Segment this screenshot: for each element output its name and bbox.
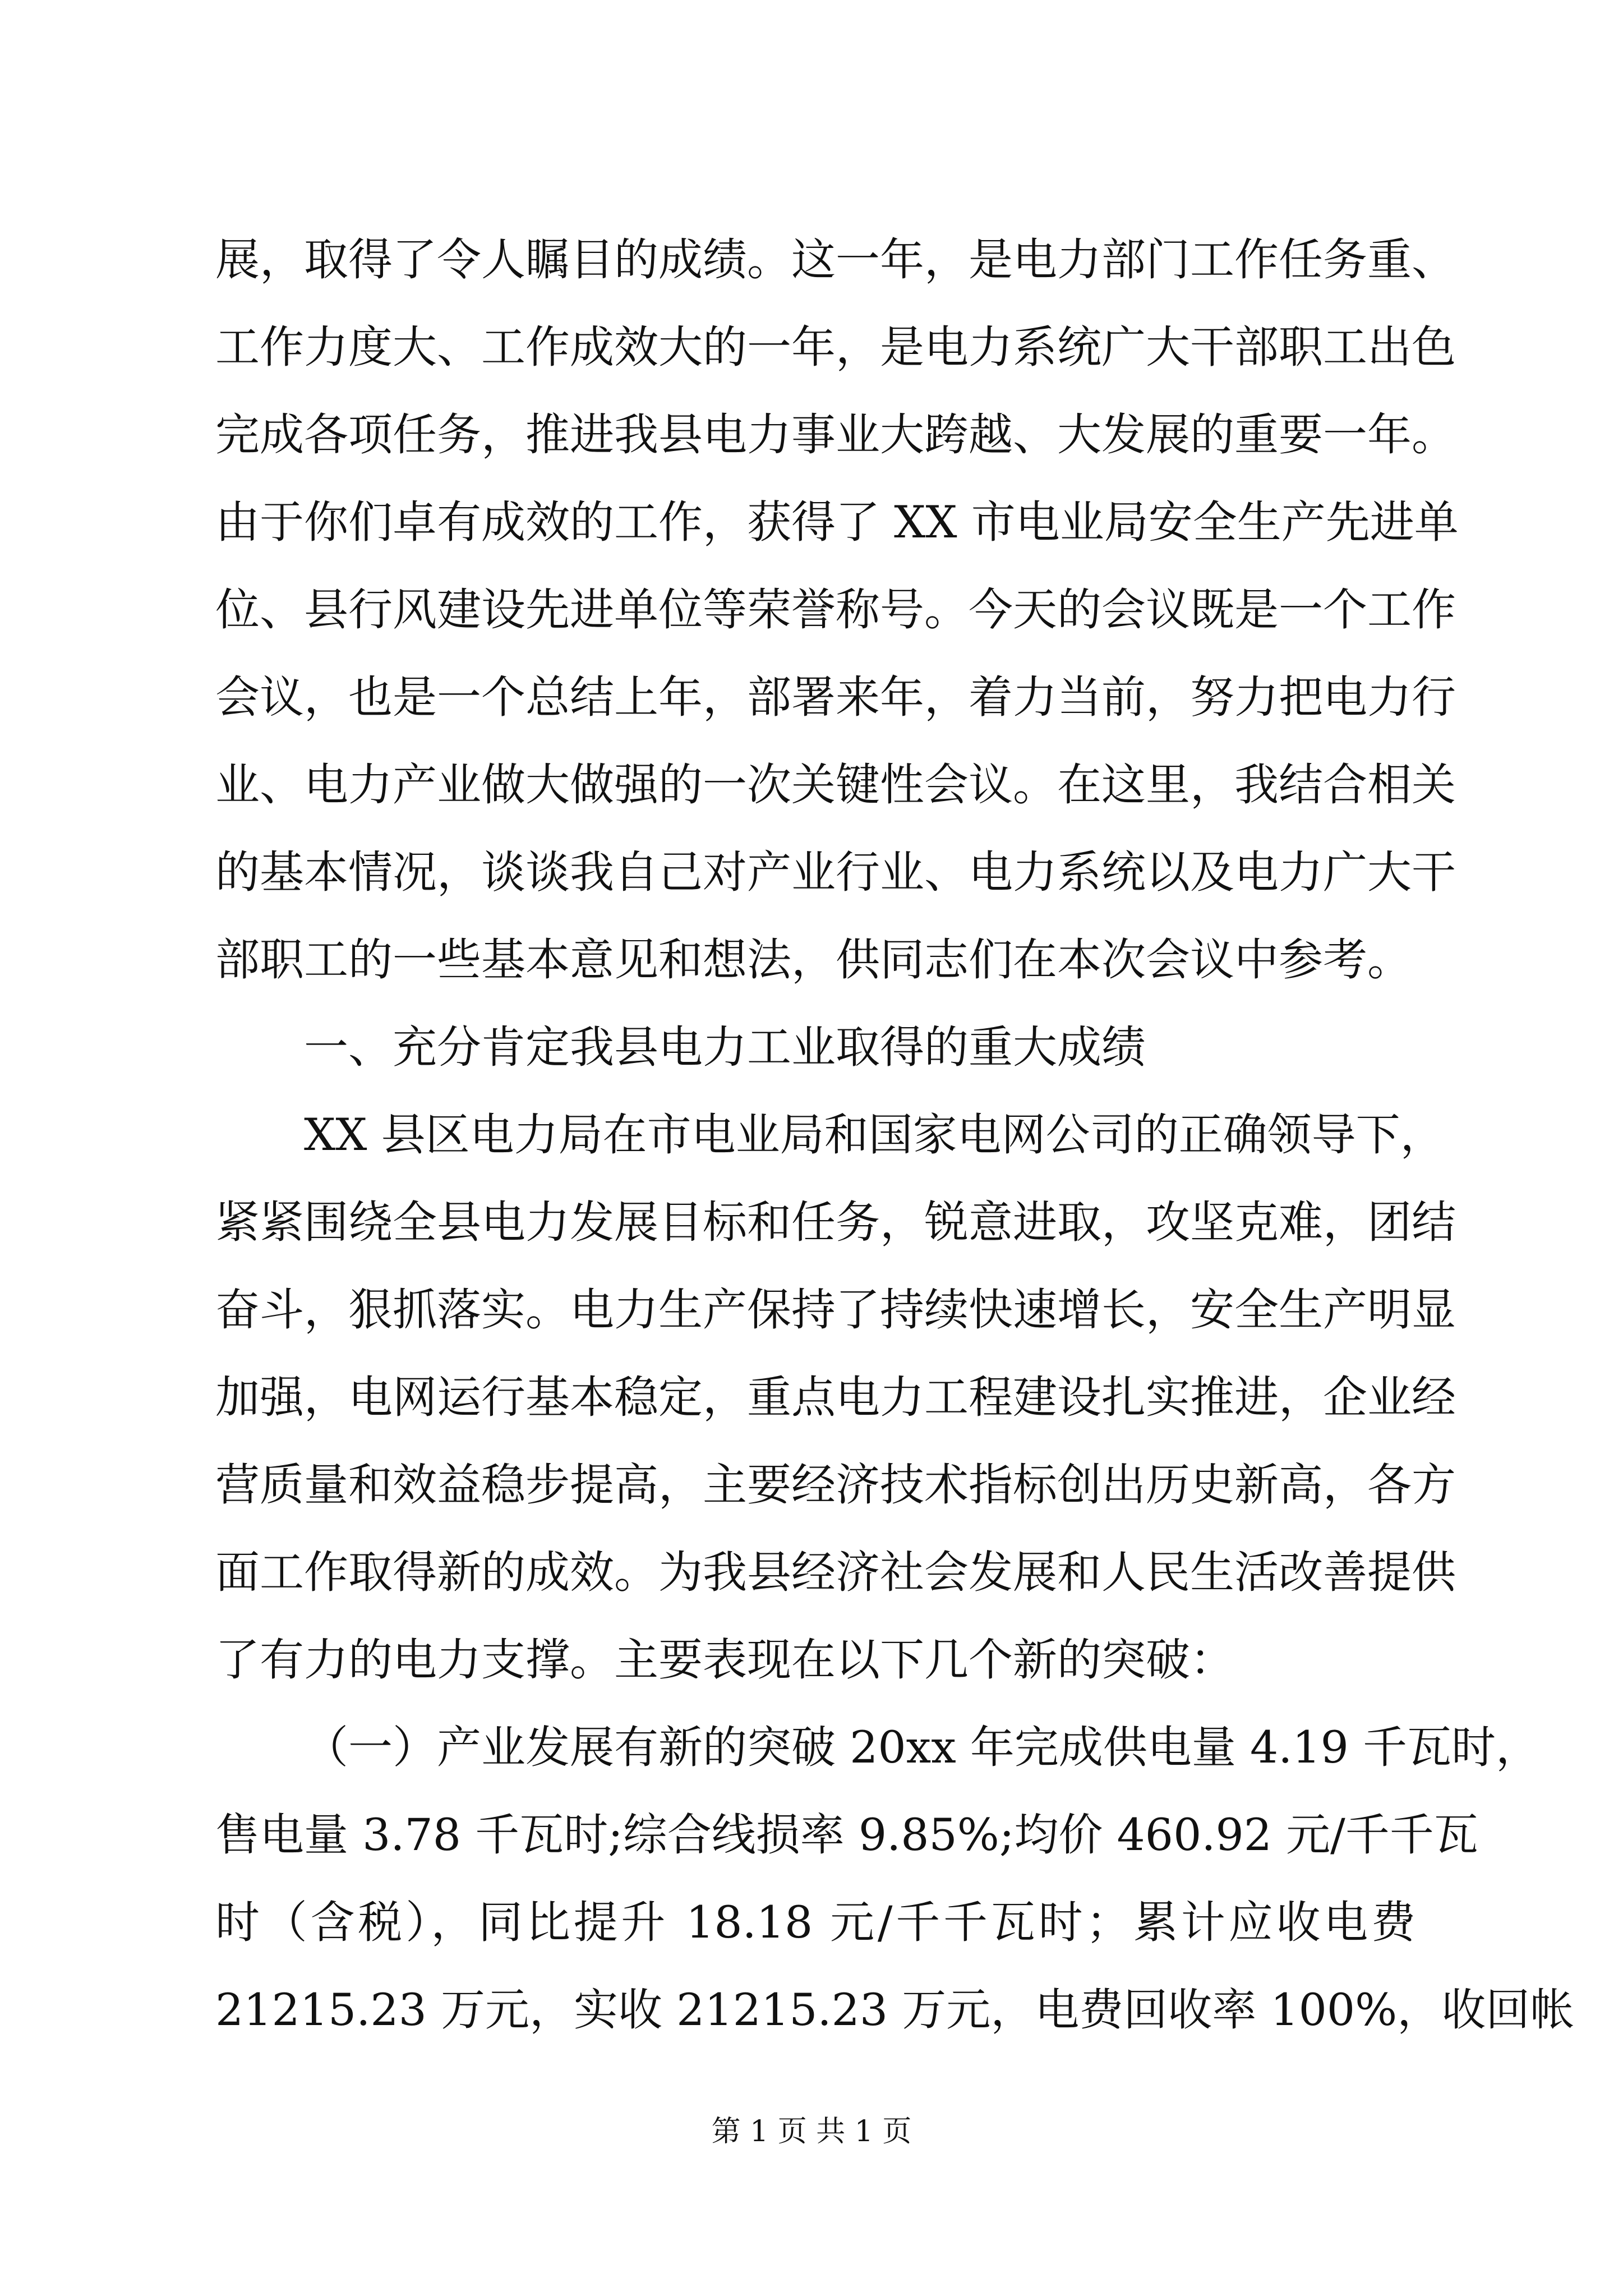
text-line: 面工作取得新的成效。为我县经济社会发展和人民生活改善提供 [215, 1547, 1456, 1598]
text-line: 时（含税），同比提升 18.18 元/千千瓦时；累计应收电费 [215, 1897, 1415, 1948]
text-line: 21215.23 万元，实收 21215.23 万元，电费回收率 100%，收回帐 [215, 1984, 1575, 2036]
document-body [215, 216, 1575, 2054]
text-line: 的基本情况，谈谈我自己对产业行业、电力系统以及电力广大干 [215, 846, 1456, 898]
text-line: 由于你们卓有成效的工作，获得了 XX 市电业局安全生产先进单 [215, 496, 1459, 548]
text-line: 部职工的一些基本意见和想法，供同志们在本次会议中参考。 [215, 934, 1412, 986]
text-line: 加强，电网运行基本稳定，重点电力工程建设扎实推进，企业经 [215, 1372, 1456, 1423]
section-heading: 一、充分肯定我县电力工业取得的重大成绩 [304, 1022, 1146, 1073]
page-footer: 第 1 页 共 1 页 [711, 2115, 912, 2148]
text-line: 业、电力产业做大做强的一次关键性会议。在这里，我结合相关 [215, 759, 1456, 811]
text-line: 了有力的电力支撑。主要表现在以下几个新的突破： [215, 1634, 1234, 1686]
text-line: 紧紧围绕全县电力发展目标和任务，锐意进取，攻坚克难，团结 [215, 1197, 1456, 1248]
text-line: 完成各项任务，推进我县电力事业大跨越、大发展的重要一年。 [215, 409, 1456, 461]
subsection-line: （一）产业发展有新的突破 20xx 年完成供电量 4.19 千瓦时， [304, 1722, 1540, 1773]
text-line: 售电量 3.78 千瓦时;综合线损率 9.85%;均价 460.92 元/千千瓦 [215, 1809, 1478, 1861]
text-line: 营质量和效益稳步提高，主要经济技术指标创出历史新高，各方 [215, 1459, 1456, 1511]
text-line: XX 县区电力局在市电业局和国家电网公司的正确领导下， [304, 1109, 1445, 1161]
text-line: 位、县行风建设先进单位等荣誉称号。今天的会议既是一个工作 [215, 584, 1456, 636]
text-line: 展，取得了令人瞩目的成绩。这一年，是电力部门工作任务重、 [215, 234, 1456, 286]
text-line: 奋斗，狠抓落实。电力生产保持了持续快速增长，安全生产明显 [215, 1284, 1456, 1336]
text-line: 会议，也是一个总结上年，部署来年，着力当前，努力把电力行 [215, 671, 1456, 723]
text-line: 工作力度大、工作成效大的一年，是电力系统广大干部职工出色 [215, 321, 1456, 373]
